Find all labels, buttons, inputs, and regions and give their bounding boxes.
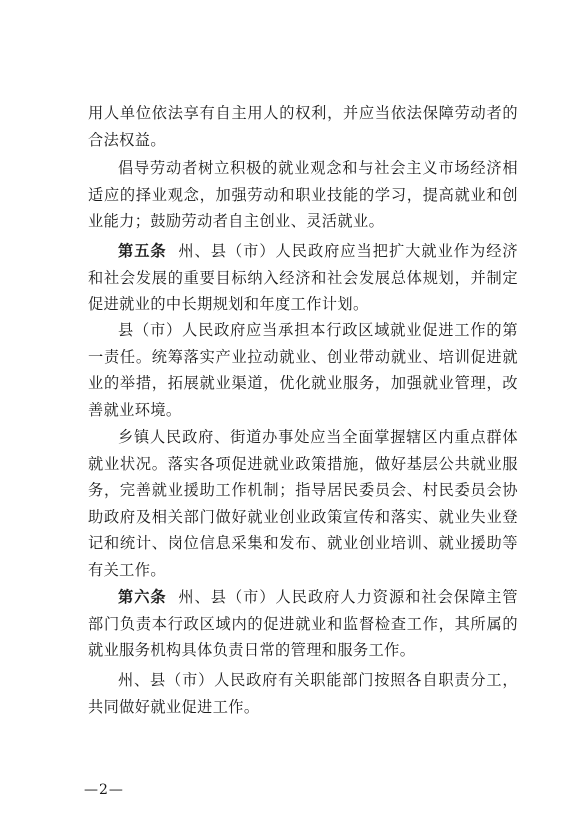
paragraph-7 [88,667,518,720]
paragraph-text: 乡镇人民政府、街道办事处应当全面掌握辖区内重点群体就业状况。落实各项促进就业政策措施，做好基层公共就业服务，完善就业援助工作机制；指导居民委员会、村民委员会协助政府及相关部门做好就业创业政策宣传和落实、就业失业登记和统计、岗位信息采集和发布、就业创业培训、就业援助等有关工作。 [88,428,518,579]
article-5-paragraph [88,238,518,318]
paragraph-text: 倡导劳动者树立积极的就业观念和与社会主义市场经济相适应的择业观念，加强劳动和职业技能的学习，提高就业和创业能力；鼓励劳动者自主创业、灵活就业。 [88,159,518,230]
article-number: 第六条 [118,588,167,606]
paragraph-4 [88,317,518,423]
paragraph-text: 州、县（市）人民政府人力资源和社会保障主管部门负责本行政区域内的促进就业和监督检查工作，其所属的就业服务机构具体负责日常的管理和服务工作。 [88,588,519,659]
paragraph-text: 用人单位依法享有自主用人的权利，并应当依法保障劳动者的合法权益。 [88,104,518,149]
page-number: —2— [84,782,124,798]
article-number: 第五条 [118,242,167,260]
paragraph-text: 州、县（市）人民政府有关职能部门按照各自职责分工，共同做好就业促进工作。 [88,671,518,716]
paragraph-text: 县（市）人民政府应当承担本行政区域就业促进工作的第一责任。统筹落实产业拉动就业、创业带动就业、培训促进就业的举措，拓展就业渠道，优化就业服务，加强就业管理，改善就业环境。 [88,321,518,419]
paragraph-2 [88,155,518,235]
article-6-paragraph [88,584,518,664]
paragraph-1 [88,100,518,153]
paragraph-text: 州、县（市）人民政府应当把扩大就业作为经济和社会发展的重要目标纳入经济和社会发展总体规划，并制定促进就业的中长期规划和年度工作计划。 [88,242,519,313]
paragraph-5 [88,424,518,583]
